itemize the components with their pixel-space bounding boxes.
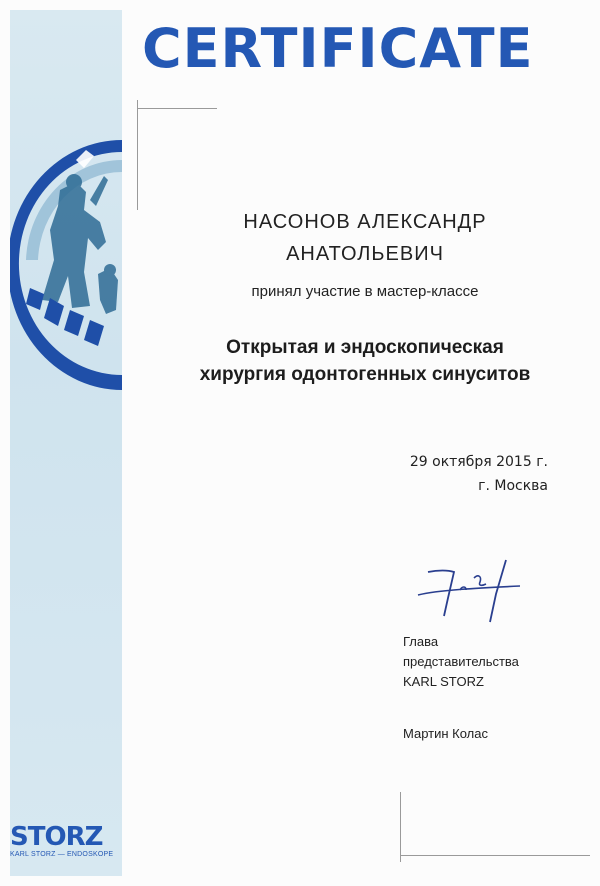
handwritten-signature bbox=[408, 550, 528, 630]
decorative-band bbox=[10, 10, 122, 876]
logo-wordmark: STORZ bbox=[10, 822, 103, 852]
recipient-name-line: АНАТОЛЬЕВИЧ bbox=[286, 243, 444, 265]
frame-line bbox=[137, 100, 138, 210]
course-title-line: Открытая и эндоскопическая bbox=[226, 337, 504, 358]
logo-subtitle: KARL STORZ — ENDOSKOPE bbox=[10, 851, 114, 858]
date-place bbox=[410, 450, 548, 498]
karl-storz-logo bbox=[10, 823, 113, 858]
sculpture-illustration bbox=[10, 10, 122, 876]
certificate-title: CERTIFICATE bbox=[142, 17, 534, 80]
signer-role-line: KARL STORZ bbox=[403, 674, 484, 689]
participation-text: принял участие в мастер-классе bbox=[251, 283, 479, 300]
frame-line bbox=[400, 792, 401, 862]
course-title bbox=[135, 334, 595, 388]
frame-line bbox=[400, 855, 590, 856]
issue-date: 29 октября 2015 г. bbox=[409, 454, 548, 470]
frame-line bbox=[137, 108, 217, 109]
signer-role bbox=[403, 632, 519, 692]
recipient-name bbox=[135, 206, 595, 270]
recipient-name-line: НАСОНОВ АЛЕКСАНДР bbox=[243, 211, 487, 233]
signer-role-line: представительства bbox=[403, 654, 519, 669]
course-title-line: хирургия одонтогенных синуситов bbox=[199, 364, 531, 385]
signer-name: Мартин Колас bbox=[403, 726, 488, 741]
signer-role-line: Глава bbox=[403, 634, 439, 649]
issue-city: г. Москва bbox=[478, 478, 548, 494]
